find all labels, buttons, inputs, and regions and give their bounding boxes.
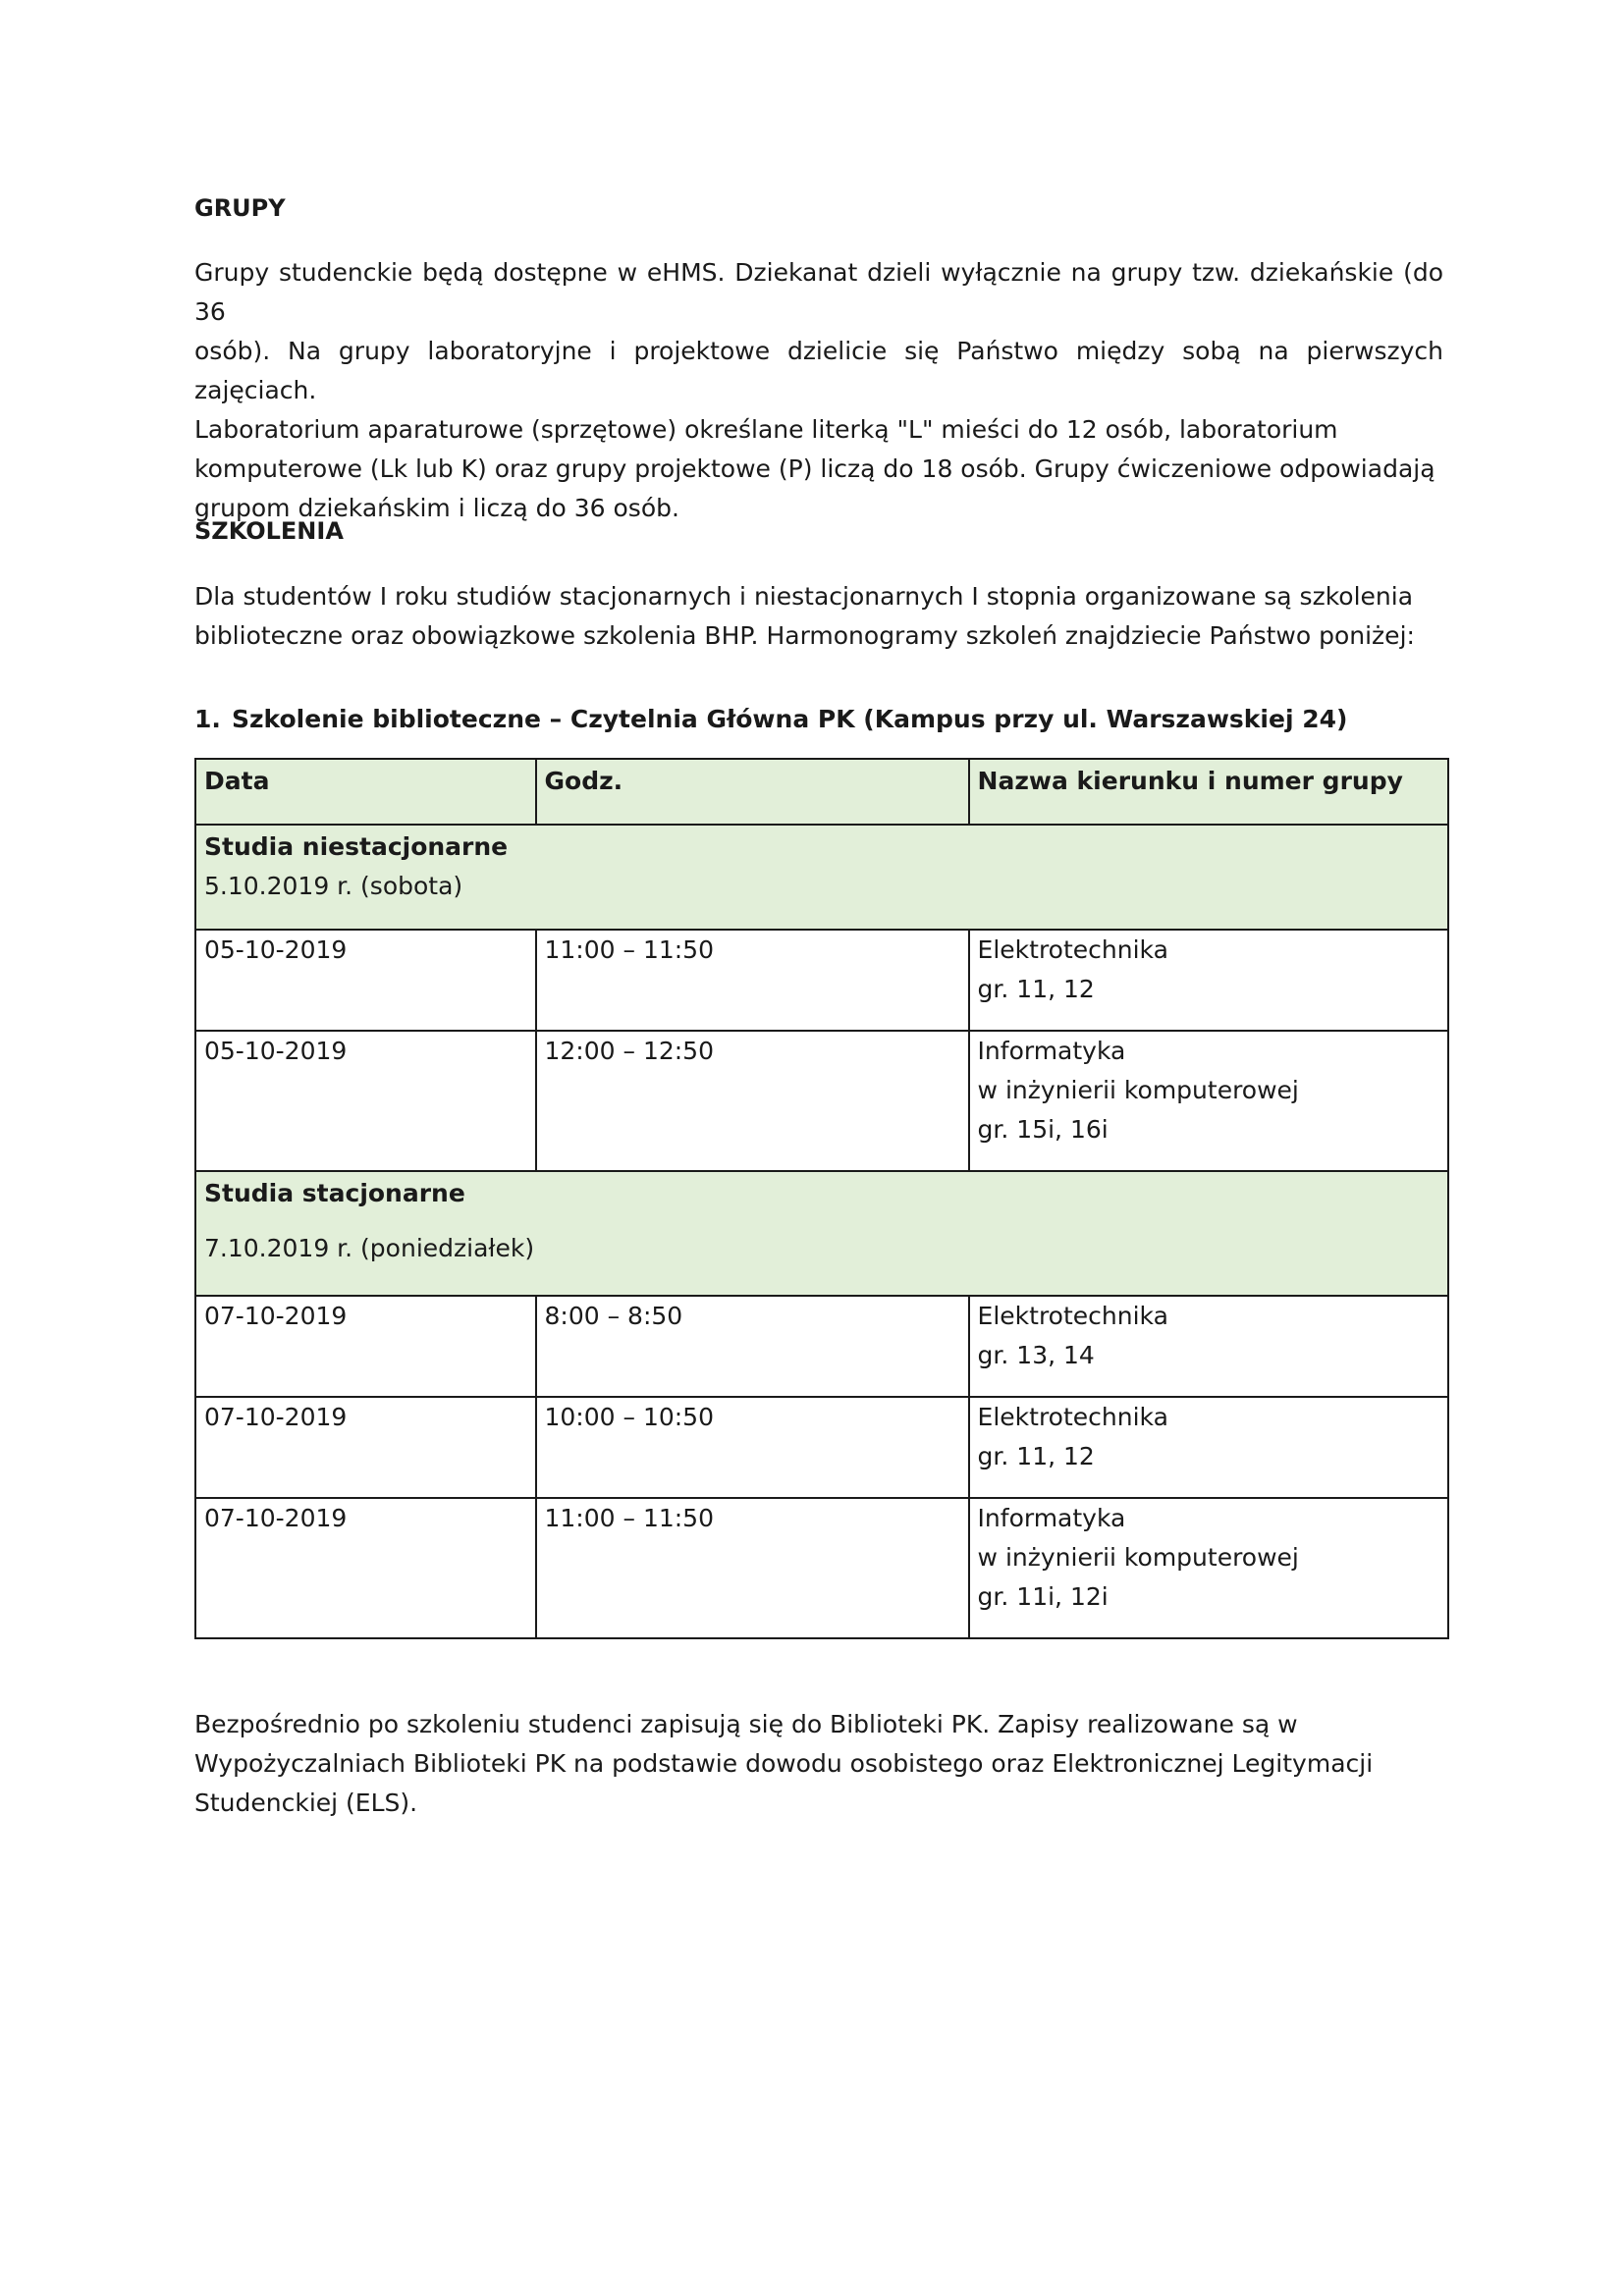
cell-date: 05-10-2019: [195, 1031, 536, 1171]
section-row: [195, 825, 1448, 930]
table-row: [195, 930, 1448, 1031]
cell-course: [969, 1031, 1448, 1171]
list-number: 1.: [194, 705, 221, 733]
cell-time: 8:00 – 8:50: [536, 1296, 969, 1397]
text-line: Wypożyczalniach Biblioteki PK na podstawie dowodu osobistego oraz Elektronicznej Legitymacji: [194, 1749, 1374, 1778]
section-cell: [195, 825, 1448, 930]
cell-time: 11:00 – 11:50: [536, 930, 969, 1031]
course-line: gr. 13, 14: [977, 1341, 1095, 1369]
table-row: [195, 1397, 1448, 1498]
section-title: Studia niestacjonarne: [204, 832, 509, 861]
header-date: Data: [195, 759, 536, 825]
table-row: [195, 1296, 1448, 1397]
course-line: gr. 11i, 12i: [977, 1582, 1109, 1611]
course-line: Elektrotechnika: [977, 1403, 1168, 1431]
paragraph-grupy: [194, 253, 1443, 528]
cell-course: [969, 930, 1448, 1031]
table-header-row: [195, 759, 1448, 825]
cell-course: [969, 1296, 1448, 1397]
schedule-table: [194, 758, 1449, 1639]
course-line: Elektrotechnika: [977, 935, 1168, 964]
table-row: [195, 1498, 1448, 1638]
text-line: grupom dziekańskim i liczą do 36 osób.: [194, 494, 679, 522]
text-line: Grupy studenckie będą dostępne w eHMS. Dziekanat dzieli wyłącznie na grupy tzw. dziekańskie (do 36: [194, 258, 1443, 326]
cell-date: 05-10-2019: [195, 930, 536, 1031]
list-title: Szkolenie biblioteczne – Czytelnia Główna PK (Kampus przy ul. Warszawskiej 24): [232, 705, 1348, 733]
cell-time: 10:00 – 10:50: [536, 1397, 969, 1498]
text-line: osób). Na grupy laboratoryjne i projektowe dzielicie się Państwo między sobą na pierwszych zajęciach.: [194, 337, 1443, 404]
paragraph-footer: [194, 1705, 1443, 1823]
course-line: w inżynierii komputerowej: [977, 1076, 1299, 1104]
spacer: [204, 1213, 1439, 1229]
course-line: Informatyka: [977, 1504, 1126, 1532]
section-subtitle: 5.10.2019 r. (sobota): [204, 872, 463, 900]
cell-date: 07-10-2019: [195, 1397, 536, 1498]
text-line: biblioteczne oraz obowiązkowe szkolenia BHP. Harmonogramy szkoleń znajdziecie Państwo poniżej:: [194, 621, 1415, 650]
course-line: gr. 15i, 16i: [977, 1115, 1109, 1144]
course-line: gr. 11, 12: [977, 1442, 1095, 1470]
course-line: Informatyka: [977, 1037, 1126, 1065]
cell-time: 12:00 – 12:50: [536, 1031, 969, 1171]
course-line: Elektrotechnika: [977, 1302, 1168, 1330]
cell-date: 07-10-2019: [195, 1296, 536, 1397]
header-course: Nazwa kierunku i numer grupy: [969, 759, 1448, 825]
cell-date: 07-10-2019: [195, 1498, 536, 1638]
header-time: Godz.: [536, 759, 969, 825]
cell-time: 11:00 – 11:50: [536, 1498, 969, 1638]
text-line: Laboratorium aparaturowe (sprzętowe) określane literką "L" mieści do 12 osób, laboratorium: [194, 415, 1338, 444]
text-line: komputerowe (Lk lub K) oraz grupy projektowe (P) liczą do 18 osób. Grupy ćwiczeniowe odpowiadają: [194, 454, 1435, 483]
section-subtitle: 7.10.2019 r. (poniedziałek): [204, 1234, 535, 1262]
section-cell: [195, 1171, 1448, 1296]
cell-course: [969, 1397, 1448, 1498]
heading-grupy: GRUPY: [194, 194, 286, 222]
section-title: Studia stacjonarne: [204, 1179, 465, 1207]
cell-course: [969, 1498, 1448, 1638]
course-line: w inżynierii komputerowej: [977, 1543, 1299, 1572]
list-item-heading: [194, 700, 1347, 739]
table-row: [195, 1031, 1448, 1171]
text-line: Dla studentów I roku studiów stacjonarnych i niestacjonarnych I stopnia organizowane są szkolenia: [194, 582, 1414, 611]
paragraph-szkolenia: [194, 577, 1443, 656]
heading-szkolenia: SZKOLENIA: [194, 517, 344, 545]
text-line: Bezpośrednio po szkoleniu studenci zapisują się do Biblioteki PK. Zapisy realizowane są w: [194, 1710, 1298, 1738]
course-line: gr. 11, 12: [977, 975, 1095, 1003]
section-row: [195, 1171, 1448, 1296]
text-line: Studenckiej (ELS).: [194, 1789, 418, 1817]
